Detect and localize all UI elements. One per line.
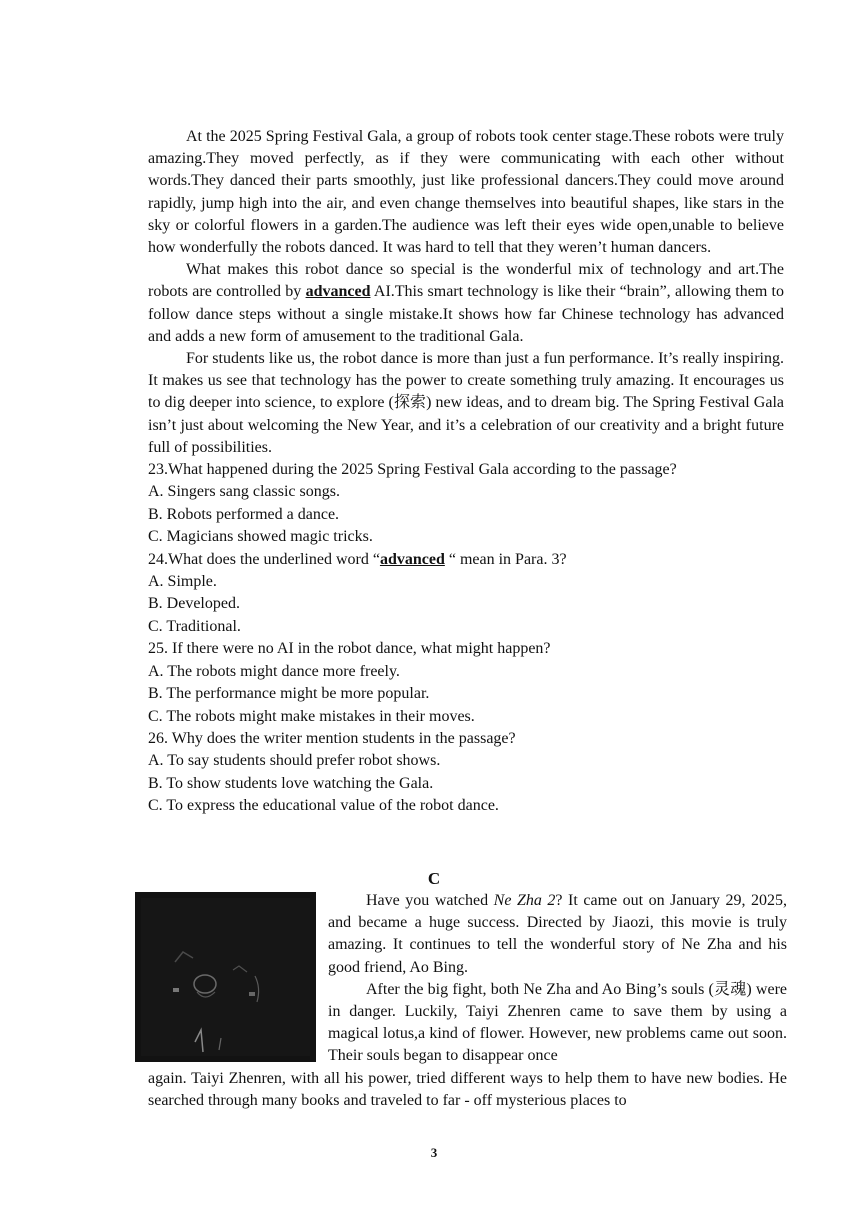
option-a: A. Simple. <box>148 573 217 591</box>
page-number: 3 <box>430 1145 438 1160</box>
passage-paragraph-2 <box>148 259 784 348</box>
option-a: A. To say students should prefer robot shows. <box>148 752 441 770</box>
question-25 <box>148 638 784 728</box>
option-b: B. Developed. <box>148 595 240 613</box>
option-b: B. The performance might be more popular. <box>148 685 430 703</box>
section-c-paragraph-2-start: After the big fight, both Ne Zha and Ao Bing’s souls (灵魂) were in danger. Luckily, Taiyi Zhenren came to save them by using a magical lotus,a kind of flower. However, new problems came out soon. Their souls began to disappear once <box>328 980 787 1065</box>
option-c: C. Traditional. <box>148 617 241 635</box>
option-b: B. Robots performed a dance. <box>148 505 340 523</box>
question-23 <box>148 459 784 549</box>
section-c-text-full-width <box>148 1068 787 1112</box>
section-c-text-right <box>328 890 787 1068</box>
stem-underlined-word: advanced <box>379 550 445 568</box>
question-stem: 26. Why does the writer mention students in the passage? <box>148 729 516 747</box>
section-c-paragraph-2-continued: again. Taiyi Zhenren, with all his power, tried different ways to help them to have new bodies. He searched through many books and traveled to far - off mysterious places to <box>148 1070 787 1110</box>
section-c-heading: C <box>427 869 441 888</box>
option-a: A. Singers sang classic songs. <box>148 483 340 501</box>
paragraph-2-text-after: AI.This smart technology is like their “brain”, allowing them to follow dance steps without a single mistake.It shows how far Chinese technology has advanced and adds a new form of amusement to the traditional Gala. <box>148 283 784 345</box>
movie-still-graphic <box>135 892 316 1062</box>
question-26 <box>148 728 784 818</box>
underlined-word: advanced <box>305 283 371 301</box>
para-text-before: Have you watched <box>366 892 494 909</box>
movie-still-image <box>135 892 316 1062</box>
option-c: C. Magicians showed magic tricks. <box>148 528 373 546</box>
passage-paragraph-1: At the 2025 Spring Festival Gala, a group of robots took center stage.These robots were truly amazing.They moved perfectly, as if they were communicating with each other without words.They danced their parts smoothly, just like professional dancers.They could move around rapidly, jump high into the air, and even change themselves into beautiful shapes, like stars in the sky or colorful flowers in a garden.The audience was left their eyes wide open,unable to believe how wonderfully the robots danced. It was hard to tell that they weren’t human dancers. <box>148 128 784 257</box>
option-b: B. To show students love watching the Gala. <box>148 774 434 792</box>
paragraph-2-text-before: What makes this robot dance so special is the wonderful mix of technology and art.The robots are controlled by <box>148 261 784 301</box>
stem-before: 24.What does the underlined word “ <box>148 550 380 568</box>
option-a: A. The robots might dance more freely. <box>148 662 400 680</box>
question-stem <box>148 549 784 571</box>
stem-after: “ mean in Para. 3? <box>444 550 567 568</box>
question-24 <box>148 549 784 639</box>
passage-paragraph-3: For students like us, the robot dance is more than just a fun performance. It’s really inspiring. It makes us see that technology has the power to create something truly amazing. It encourages us to dig deeper into science, to explore (探索) new ideas, and to dream big. The Spring Festival Gala isn’t just about welcoming the New Year, and it’s a celebration of our creativity and a bright future full of possibilities. <box>148 350 784 456</box>
section-c-paragraph-1 <box>328 890 787 979</box>
option-c: C. To express the educational value of the robot dance. <box>148 797 499 815</box>
passage-b <box>148 126 784 818</box>
question-stem: 25. If there were no AI in the robot dance, what might happen? <box>148 640 551 658</box>
movie-title: Ne Zha 2 <box>493 892 556 909</box>
question-stem: 23.What happened during the 2025 Spring Festival Gala according to the passage? <box>148 461 677 479</box>
para-text-after: ? It came out on January 29, 2025, and became a huge success. Directed by Jiaozi, this movie is truly amazing. It continues to tell the wonderful story of Ne Zha and his good friend, Ao Bing. <box>328 892 788 976</box>
option-c: C. The robots might make mistakes in their moves. <box>148 707 475 725</box>
